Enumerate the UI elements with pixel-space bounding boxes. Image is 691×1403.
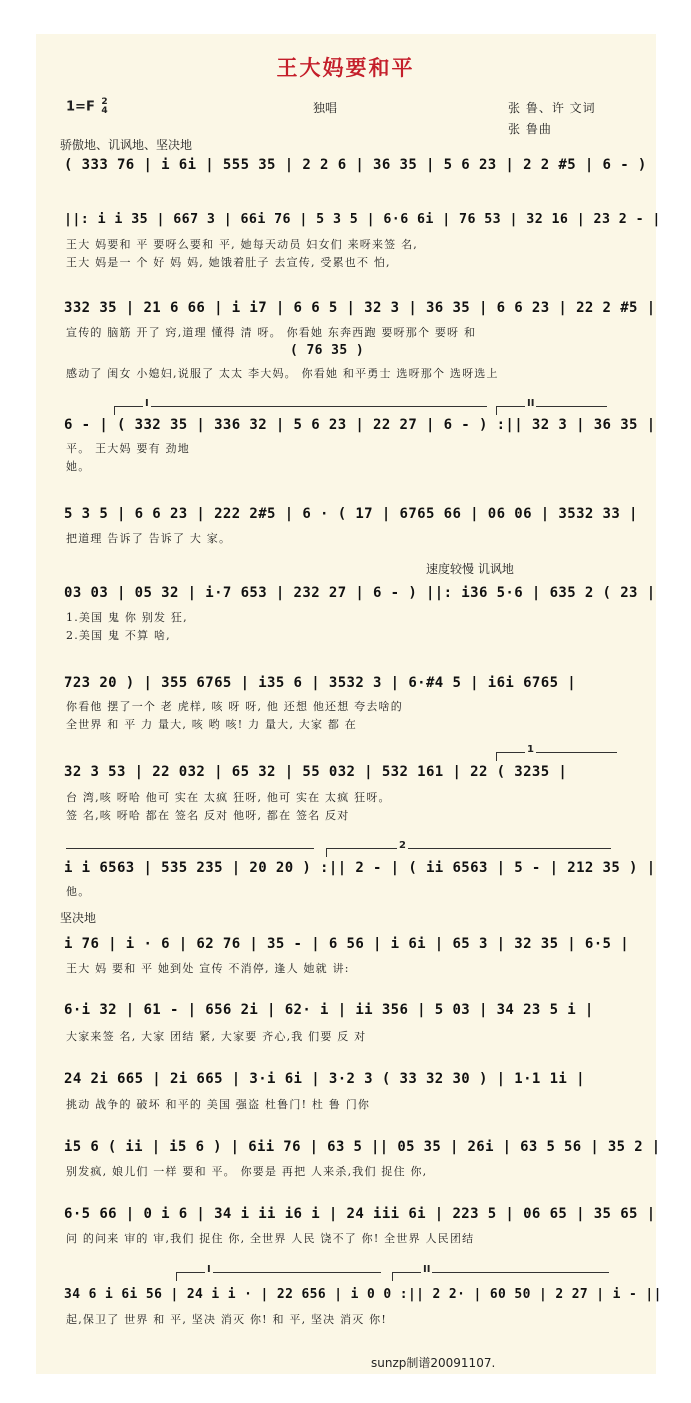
volta-bracket-5 <box>326 840 611 857</box>
lyric-line-9: 他。 <box>66 885 91 898</box>
song-title: 王大妈要和平 <box>276 55 415 80</box>
expression-marking: 骄傲地、讥讽地、坚决地 <box>60 138 193 152</box>
lyric-line-15: 起,保卫了 世界 和 平, 坚决 消灭 你! 和 平, 坚决 消灭 你! <box>66 1313 387 1326</box>
lyric-line-8a: 台 湾,咳 呀哈 他可 实在 太疯 狂呀, 他可 实在 太疯 狂呀。 <box>66 791 391 804</box>
lyric-line-4a: 平。 王大妈 要有 劲地 <box>66 442 190 455</box>
performance-type: 独唱 <box>313 101 338 115</box>
time-signature <box>101 98 107 116</box>
notation-line-4: 6 - | ( 332 35 | 336 32 | 5 6 23 | 22 27 | 6 - ) :|| 32 3 | 36 35 | <box>64 417 656 433</box>
lyric-line-2b: 王大 妈是一 个 好 妈 妈, 她饿着肚子 去宣传, 受累也不 怕, <box>66 256 391 269</box>
notation-line-2: ||: i i 35 | 667 3 | 66i 76 | 5 3 5 | 6·6 6i | 76 53 | 32 16 | 23 2 - | <box>64 212 661 227</box>
volta-label-5: 2 <box>399 840 406 851</box>
alt-notes-fragment: ( 76 35 ) <box>290 343 365 358</box>
volta-bracket-3 <box>496 744 617 761</box>
lyric-line-11: 大家来签 名, 大家 团结 紧, 大家要 齐心,我 们要 反 对 <box>66 1030 367 1043</box>
lyric-line-3a: 宣传的 脑筋 开了 窍,道理 懂得 清 呀。 你看她 东奔西跑 要呀那个 要呀 和 <box>66 326 477 339</box>
expression-marking-2: 坚决地 <box>60 911 97 925</box>
notation-line-10: i 76 | i · 6 | 62 76 | 35 - | 6 56 | i 6i | 65 3 | 32 35 | 6·5 | <box>64 936 630 952</box>
lyric-line-4b: 她。 <box>66 460 91 473</box>
lyric-line-2a: 王大 妈要和 平 要呀么要和 平, 她每天动员 妇女们 来呀来签 名, <box>66 238 418 251</box>
lyric-line-13: 别发疯, 娘儿们 一样 要和 平。 你要是 再把 人来杀,我们 捉住 你, <box>66 1165 428 1178</box>
lyric-line-8b: 签 名,咳 呀哈 都在 签名 反对 他呀, 都在 签名 反对 <box>66 809 350 822</box>
notation-line-3: 332 35 | 21 6 66 | i i7 | 6 6 5 | 32 3 | 36 35 | 6 6 23 | 22 2 #5 | <box>64 300 656 316</box>
lyric-line-7b: 全世界 和 平 力 量大, 咳 哟 咳! 力 量大, 大家 都 在 <box>66 718 357 731</box>
volta-label-1: I <box>145 398 149 409</box>
volta-label-6: I <box>207 1264 211 1275</box>
notation-line-12: 24 2i 665 | 2i 665 | 3·i 6i | 3·2 3 ( 33 32 30 ) | 1·1 1i | <box>64 1071 585 1087</box>
volta-bracket-7 <box>392 1264 609 1281</box>
lyric-line-12: 挑动 战争的 破坏 和平的 美国 强盗 杜鲁门! 杜 鲁 门你 <box>66 1098 371 1111</box>
key-label: 1=F <box>66 99 95 115</box>
notation-line-9: i i 6563 | 535 235 | 20 20 ) :|| 2 - | ( ii 6563 | 5 - | 212 35 ) | <box>64 860 656 876</box>
lyric-line-14: 问 的问来 审的 审,我们 捉住 你, 全世界 人民 饶不了 你! 全世界 人民团结 <box>66 1232 475 1245</box>
lyricist-credit: 张 鲁、许 文词 <box>508 101 596 115</box>
lyric-line-7a: 你看他 摆了一个 老 虎样, 咳 呀 呀, 他 还想 他还想 夸去啥的 <box>66 700 403 713</box>
notation-line-1: ( 333 76 | i 6i | 555 35 | 2 2 6 | 36 35 | 5 6 23 | 2 2 #5 | 6 - ) <box>64 157 647 173</box>
notation-line-8: 32 3 53 | 22 032 | 65 32 | 55 032 | 532 161 | 22 ( 3235 | <box>64 764 568 780</box>
volta-bracket-4 <box>66 848 314 857</box>
notation-line-11: 6·i 32 | 61 - | 656 2i | 62· i | ii 356 | 5 03 | 34 23 5 i | <box>64 1002 594 1018</box>
notation-line-15: 34 6 i 6i 56 | 24 i i · | 22 656 | i 0 0 :|| 2 2· | 60 50 | 2 27 | i - || <box>64 1287 662 1302</box>
lyric-line-3b: 感动了 闺女 小媳妇,说服了 太太 李大妈。 你看她 和平勇士 选呀那个 选呀选上 <box>66 367 499 380</box>
time-bottom: 4 <box>101 106 108 116</box>
volta-label-7: II <box>423 1264 431 1275</box>
lyric-line-10: 王大 妈 要和 平 她到处 宣传 不消停, 逢人 她就 讲: <box>66 962 350 975</box>
volta-bracket-6 <box>176 1264 381 1281</box>
notation-line-13: i5 6 ( ii | i5 6 ) | 6ii 76 | 63 5 || 05 35 | 26i | 63 5 56 | 35 2 | <box>64 1139 661 1155</box>
time-top: 2 <box>101 97 108 107</box>
lyric-line-6a: 1.美国 鬼 你 别发 狂, <box>66 611 188 624</box>
notation-line-7: 723 20 ) | 355 6765 | i35 6 | 3532 3 | 6·#4 5 | i6i 6765 | <box>64 675 577 691</box>
composer-credit: 张 鲁曲 <box>508 122 552 136</box>
key-signature <box>66 98 108 116</box>
lyric-line-5: 把道理 告诉了 告诉了 大 家。 <box>66 532 232 545</box>
volta-bracket-1 <box>114 398 487 415</box>
lyric-line-6b: 2.美国 鬼 不算 啥, <box>66 629 171 642</box>
volta-label-2: II <box>527 398 535 409</box>
notation-line-5: 5 3 5 | 6 6 23 | 222 2#5 | 6 · ( 17 | 6765 66 | 06 06 | 3532 33 | <box>64 506 638 522</box>
volta-bracket-2 <box>496 398 607 415</box>
footer-credit: sunzp制谱20091107. <box>371 1356 496 1370</box>
volta-label-3: 1 <box>527 744 534 755</box>
tempo-marking: 速度较慢 讥讽地 <box>426 562 514 576</box>
notation-line-14: 6·5 66 | 0 i 6 | 34 i ii i6 i | 24 iii 6i | 223 5 | 06 65 | 35 65 | <box>64 1206 656 1222</box>
notation-line-6: 03 03 | 05 32 | i·7 653 | 232 27 | 6 - ) ||: i36 5·6 | 635 2 ( 23 | <box>64 585 656 601</box>
